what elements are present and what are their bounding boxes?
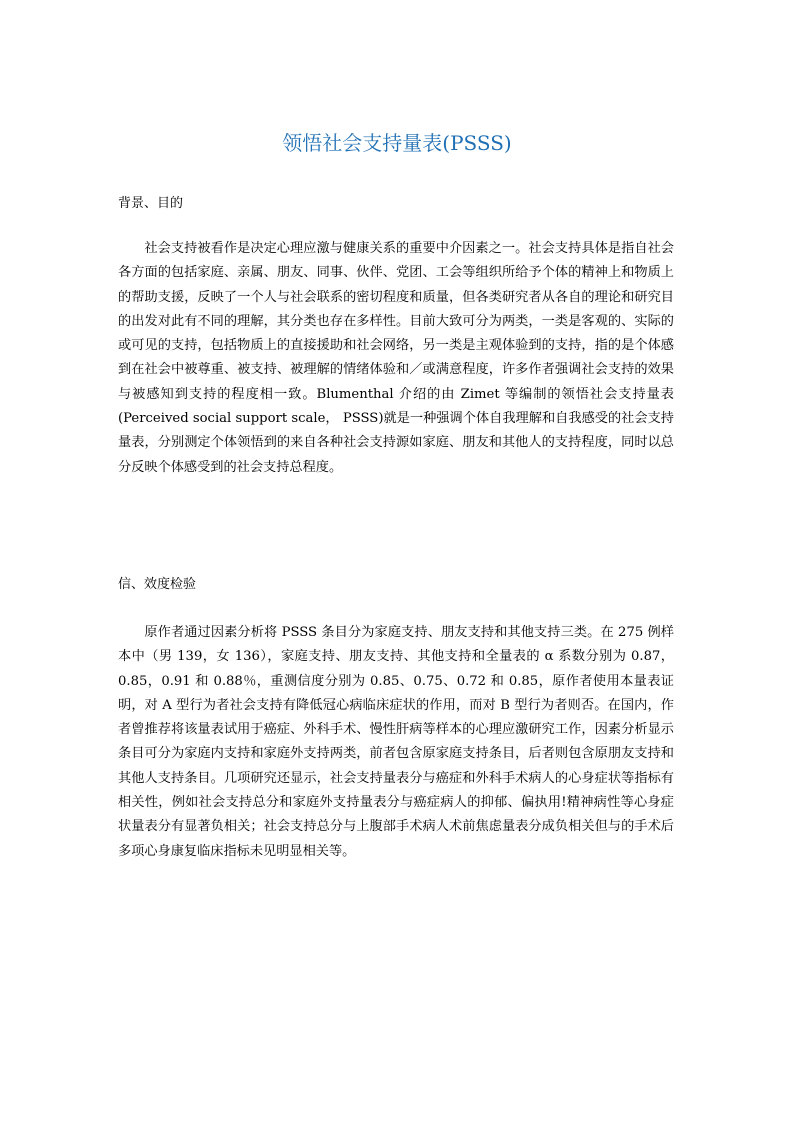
- section-heading-background: 背景、目的: [118, 196, 184, 211]
- section-heading-reliability: 信、效度检验: [118, 577, 197, 592]
- document-title: 领悟社会支持量表(PSSS): [282, 131, 512, 155]
- section-paragraph-background: 社会支持被看作是决定心理应激与健康关系的重要中介因素之一。社会支持具体是指自社会各方面的包括家庭、亲属、朋友、同事、伙伴、党团、工会等组织所给予个体的精神上和物质上的帮助支援，反映了一个人与社会联系的密切程度和质量，但各类研究者从各自的理论和研究目的出发对此有不同的理解，其分类也存在多样性。目前大致可分为两类，一类是客观的、实际的或可见的支持，包括物质上的直接援助和社会网络，另一类是主观体验到的支持，指的是个体感到在社会中被尊重、被支持、被理解的情绪体验和／或满意程度，许多作者强调社会支持的效果与被感知到支持的程度相一致。Blumenthal 介绍的由 Zimet 等编制的领悟社会支持量表(Perceived social support scale， PSSS)就是一种强调个体自我理解和自我感受的社会支持量表，分别测定个体领悟到的来自各种社会支持源如家庭、朋友和其他人的支持程度，同时以总分反映个体感受到的社会支持总程度。: [118, 241, 674, 475]
- section-paragraph-reliability: 原作者通过因素分析将 PSSS 条目分为家庭支持、朋友支持和其他支持三类。在 275 例样本中（男 139，女 136），家庭支持、朋友支持、其他支持和全量表的 α 系数分别为 0.87，0.85，0.91 和 0.88％，重测信度分别为 0.85、0.75、0.72 和 0.85，原作者使用本量表证明，对 A 型行为者社会支持有降低冠心病临床症状的作用，而对 B 型行为者则否。在国内，作者曾推荐将该量表试用于癌症、外科手术、慢性肝病等样本的心理应激研究工作，因素分析显示条目可分为家庭内支持和家庭外支持两类，前者包含原家庭支持条目，后者则包含原朋友支持和其他人支持条目。几项研究还显示，社会支持量表分与癌症和外科手术病人的心身症状等指标有相关性，例如社会支持总分和家庭外支持量表分与癌症病人的抑郁、偏执用!精神病性等心身症状量表分有显著负相关；社会支持总分与上腹部手术病人术前焦虑量表分成负相关但与的手术后多项心身康复临床指标未见明显相关等。: [118, 625, 674, 859]
